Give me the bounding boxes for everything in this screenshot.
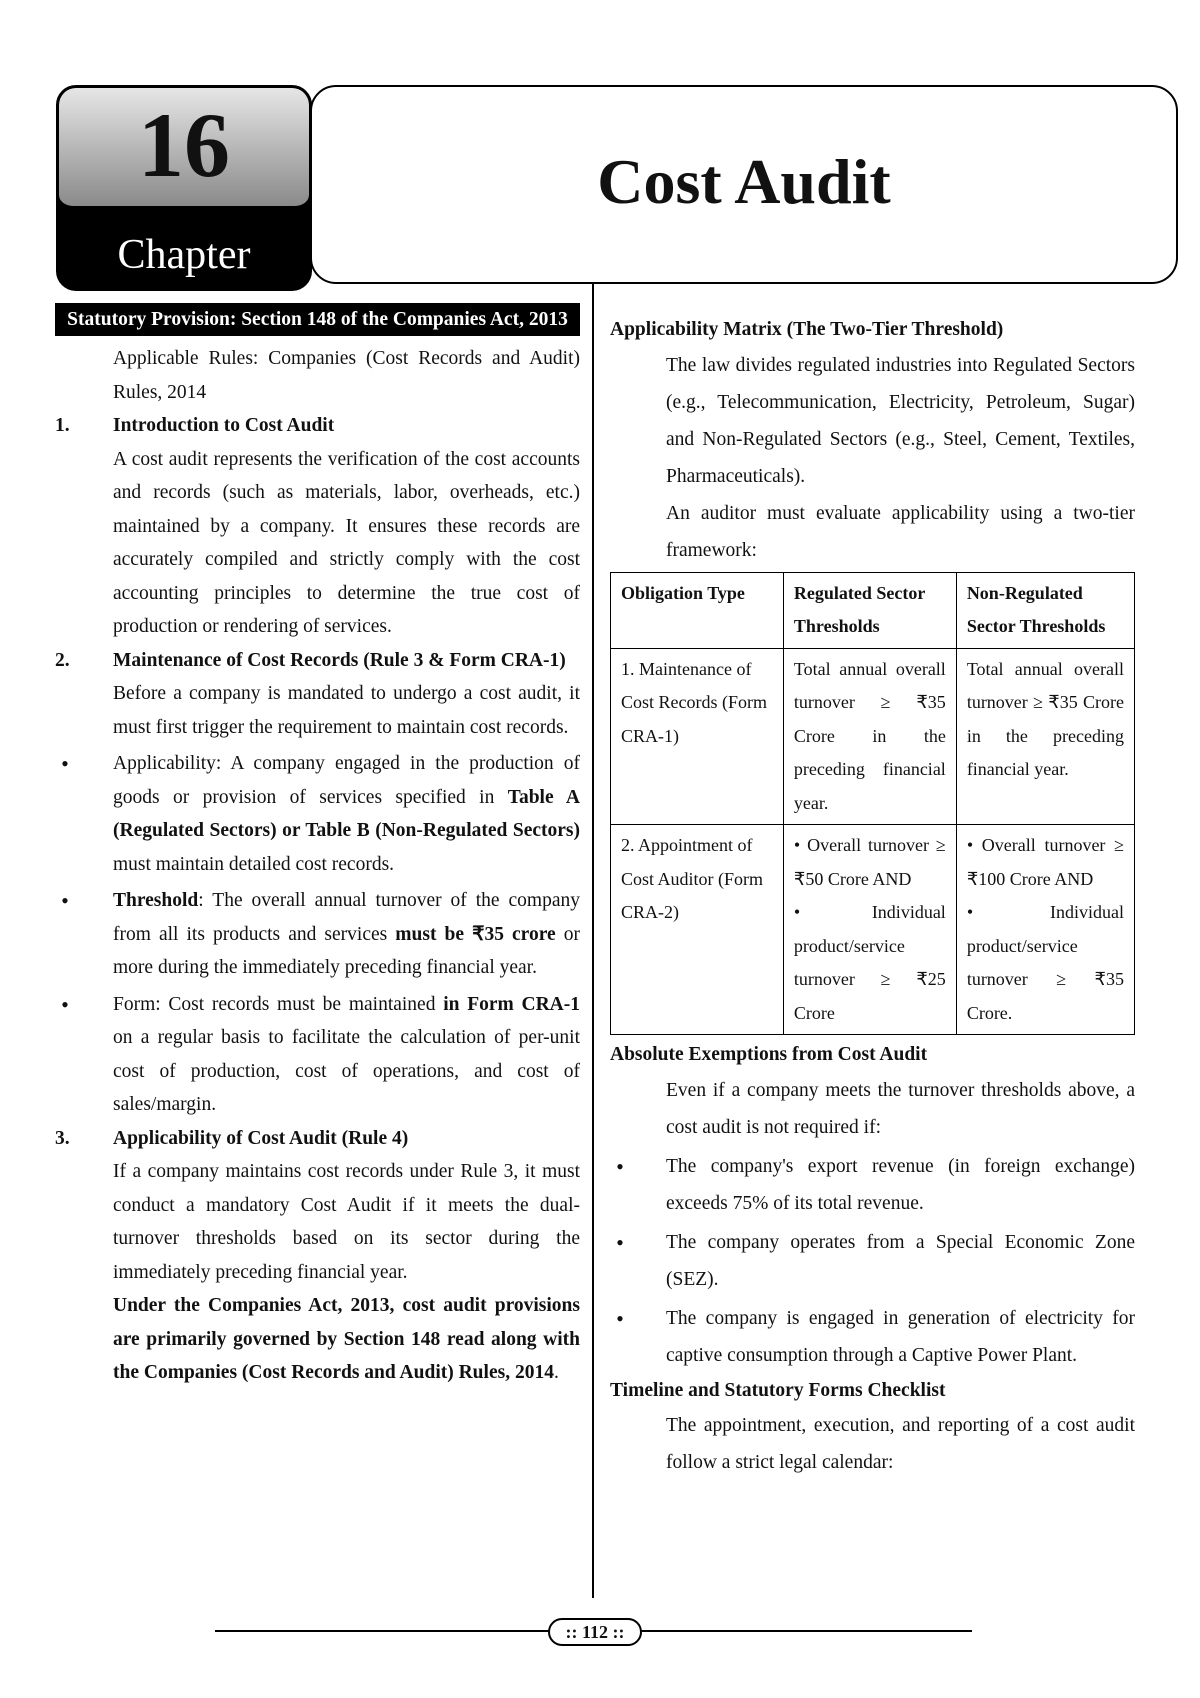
matrix-heading: Applicability Matrix (The Two-Tier Threshold) [610, 319, 1004, 340]
section-heading-1 [55, 409, 580, 443]
section-heading-3 [55, 1122, 580, 1156]
footer-rule-right [640, 1630, 972, 1632]
exemption-item [610, 1148, 1135, 1222]
exemption-item [610, 1300, 1135, 1374]
section-title: Maintenance of Cost Records (Rule 3 & Form CRA-1) [113, 649, 566, 671]
matrix-paragraph: An auditor must evaluate applicability using a two-tier framework: [666, 502, 1135, 561]
table-cell: 2. Appointment of Cost Auditor (Form CRA-2) [611, 825, 784, 1035]
section-note [55, 1289, 580, 1390]
cell-line: • Individual product/service turnover ≥ ₹35 Crore. [966, 902, 1124, 1023]
bullet-text: Form: Cost records must be maintained [113, 993, 444, 1015]
bullet-bold: must be ₹35 crore [395, 923, 556, 945]
table-cell: 1. Maintenance of Cost Records (Form CRA-1) [611, 648, 784, 825]
bullet-text: on a regular basis to facilitate the calculation of per-unit cost of production, cost of operations, and cost of sales/margin. [113, 1027, 580, 1115]
matrix-paragraph: The law divides regulated industries into Regulated Sectors (e.g., Telecommunication, Electricity, Petroleum, Sugar) and Non-Regulated Sectors (e.g., Steel, Cement, Textiles, Pharmaceuticals). [666, 354, 1135, 487]
table-header: Obligation Type [611, 572, 784, 648]
table-row [611, 825, 1135, 1035]
exemption-text: The company is engaged in generation of electricity for captive consumption through a Captive Power Plant. [666, 1307, 1135, 1366]
bullet-icon: • [61, 751, 69, 776]
exemptions-heading: Absolute Exemptions from Cost Audit [610, 1044, 928, 1065]
threshold-table [610, 572, 1135, 1036]
exemptions-intro: Even if a company meets the turnover thresholds above, a cost audit is not required if: [666, 1079, 1135, 1138]
bullet-bold: Threshold [113, 890, 199, 911]
table-header: Non-Regulated Sector Thresholds [956, 572, 1134, 648]
table-header-row [611, 572, 1135, 648]
section-text: A cost audit represents the verification of the cost accounts and records (such as materials, labor, overheads, etc.) maintained by a company. It ensures these records are accurately compiled and strictly comply with the cost accounting principles to determine the true cost of production or rendering of services. [113, 448, 580, 637]
cell-line: • Overall turnover ≥ ₹100 Crore AND [966, 835, 1124, 889]
left-column [55, 303, 580, 1390]
chapter-title: Cost Audit [597, 146, 891, 217]
chapter-label: Chapter [117, 232, 251, 278]
section-number: 2. [55, 649, 70, 671]
right-column [610, 313, 1135, 1481]
page-footer [215, 1618, 972, 1644]
page-number: :: 112 :: [548, 1618, 642, 1646]
footer-rule-left [215, 1630, 550, 1632]
chapter-number: 16 [138, 94, 230, 196]
section-title: Applicability of Cost Audit (Rule 4) [113, 1127, 409, 1149]
table-row [611, 648, 1135, 825]
bullet-text: or more during the immediately preceding financial year. [113, 923, 581, 978]
exemption-item [610, 1224, 1135, 1298]
applicable-rules: Applicable Rules: Companies (Cost Records and Audit) Rules, 2014 [113, 348, 580, 403]
bullet-icon: • [616, 1153, 624, 1179]
exemption-text: The company's export revenue (in foreign exchange) exceeds 75% of its total revenue. [666, 1155, 1135, 1214]
timeline-heading: Timeline and Statutory Forms Checklist [610, 1379, 946, 1401]
chapter-badge [56, 85, 312, 291]
note-end: . [553, 1362, 559, 1383]
exemption-text: The company operates from a Special Economic Zone (SEZ). [666, 1231, 1135, 1290]
table-cell [783, 825, 956, 1035]
table-cell [956, 825, 1134, 1035]
bullet-item [55, 884, 580, 985]
cell-line: • Overall turnover ≥ ₹50 Crore AND [793, 835, 946, 889]
table-header: Regulated Sector Thresholds [783, 572, 956, 648]
bullet-item [55, 747, 580, 881]
note-bold: Under the Companies Act, 2013, cost audit provisions are primarily governed by Section 148 read along with the Companies (Cost Records and Audit) Rules, 2014 [113, 1295, 580, 1383]
bullet-text: must maintain detailed cost records. [113, 853, 395, 875]
bullet-bold: Table A (Regulated Sectors) or Table B (Non-Regulated Sectors) [113, 786, 580, 841]
bullet-icon: • [616, 1305, 624, 1331]
section-number: 3. [55, 1127, 70, 1149]
chapter-number-panel [59, 88, 309, 209]
statutory-banner: Statutory Provision: Section 148 of the Companies Act, 2013 [55, 303, 580, 336]
section-text: If a company maintains cost records under Rule 3, it must conduct a mandatory Cost Audit if it meets the dual-turnover thresholds based on its sector during the immediately preceding financial year. [113, 1161, 580, 1283]
column-divider [592, 283, 594, 1598]
bullet-icon: • [616, 1229, 624, 1255]
bullet-bold: in Form CRA-1 [443, 993, 580, 1015]
section-title: Introduction to Cost Audit [113, 415, 335, 436]
bullet-text: Applicability: A company engaged in the production of goods or provision of services specified in [113, 753, 580, 808]
section-text: Before a company is mandated to undergo a cost audit, it must first trigger the requirement to maintain cost records. [113, 683, 580, 738]
table-cell: Total annual overall turnover ≥ ₹35 Crore in the preceding financial year. [783, 648, 956, 825]
section-number: 1. [55, 415, 70, 436]
timeline-text: The appointment, execution, and reporting of a cost audit follow a strict legal calendar: [666, 1415, 1135, 1473]
section-heading-2 [55, 644, 580, 678]
bullet-item [55, 988, 580, 1122]
cell-line: • Individual product/service turnover ≥ ₹25 Crore [793, 902, 946, 1023]
table-cell: Total annual overall turnover ≥ ₹35 Crore in the preceding financial year. [956, 648, 1134, 825]
bullet-text: : The overall annual turnover of the company from all its products and services [113, 890, 580, 945]
chapter-title-box [310, 85, 1178, 284]
bullet-icon: • [61, 991, 69, 1017]
bullet-icon: • [61, 888, 69, 913]
